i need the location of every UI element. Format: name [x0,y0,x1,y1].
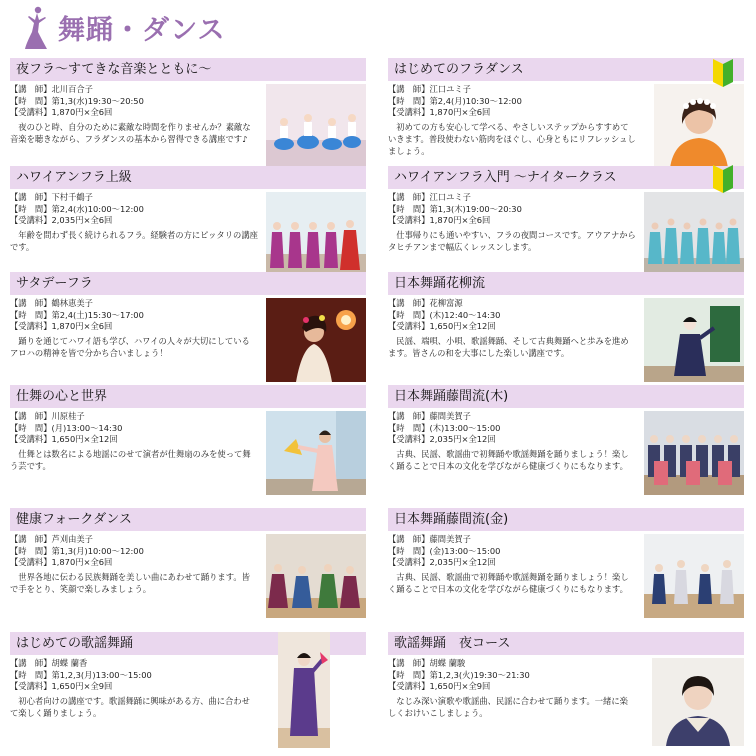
course-title: 日本舞踊藤間流(木) [388,385,744,408]
schedule: 【時 間】第1,2,3(月)13:00〜15:00 [10,669,152,680]
schedule: 【時 間】第1,3(水)19:30〜20:50 [10,95,144,106]
course-title: はじめてのフラダンス [388,58,744,81]
course-card-yoru-hula [10,58,366,173]
fee: 【受講料】1,650円×全9回 [10,681,113,691]
course-title: ハワイアンフラ上級 [10,166,366,189]
course-info [10,411,258,472]
course-info [388,192,636,253]
schedule: 【時 間】(月)13:00〜14:30 [10,422,123,433]
description: 古典、民謡、歌謡曲で初舞踊や歌謡舞踊を踊りましょう！楽しく踊ることで日本の文化を学びながら健康づくりにもなります。 [388,448,629,471]
course-info [388,84,636,157]
description: 仕舞とは数名による地謡にのせて演者が仕舞扇のみを使って舞う芸です。 [10,448,251,471]
schedule: 【時 間】第2,4(土)15:30〜17:00 [10,309,144,320]
description: 古典、民謡、歌謡曲で初舞踊や歌謡舞踊を踊りましょう！楽しく踊ることで日本の文化を学びながら健康づくりにもなります。 [388,571,629,594]
instructor: 【講 師】芦刈由美子 [10,534,93,544]
instructor: 【講 師】胡蝶 蘭香 [10,658,88,668]
course-photo [266,411,366,495]
course-card-hanayagi [388,272,744,387]
course-title: 夜フラ〜すてきな音楽とともに〜 [10,58,366,81]
instructor: 【講 師】花柳富源 [388,298,463,308]
instructor: 【講 師】川原桂子 [10,411,85,421]
schedule: 【時 間】第1,3(月)10:00〜12:00 [10,545,144,556]
schedule: 【時 間】(木)12:40〜14:30 [388,309,501,320]
course-title: 歌謡舞踊 夜コース [388,632,744,655]
fee: 【受講料】1,870円×全6回 [388,215,491,225]
course-photo [652,658,744,746]
fee: 【受講料】1,870円×全6回 [10,107,113,117]
schedule: 【時 間】(木)13:00〜15:00 [388,422,501,433]
fee: 【受講料】1,870円×全6回 [10,321,113,331]
course-card-hawaiian-hula-night [388,166,744,281]
beginner-mark-icon [712,58,734,88]
course-card-hawaiian-hula-advanced [10,166,366,281]
instructor: 【講 師】江口ユミ子 [388,84,471,94]
description: 夜のひと時、自分のために素敵な時間を作りませんか？素敵な音楽を聴きながら、フラダンスの基本から習得できる講座です♪ [10,121,251,144]
course-info [10,192,258,253]
schedule: 【時 間】第2,4(月)10:30〜12:00 [388,95,522,106]
fee: 【受講料】1,650円×全9回 [388,681,491,691]
dancer-silhouette-icon [22,6,50,50]
instructor: 【講 師】下村千鶴子 [10,192,93,202]
course-photo [266,192,366,276]
course-info [10,298,258,359]
description: 初心者向けの講座です。歌謡舞踊に興味がある方、曲に合わせて楽しく踊りましょう。 [10,695,250,718]
beginner-mark-icon [712,164,734,194]
course-info [388,298,636,359]
fee: 【受講料】1,650円×全12回 [10,434,118,444]
course-title: 日本舞踊花柳流 [388,272,744,295]
course-info [10,84,258,145]
instructor: 【講 師】胡蝶 蘭駿 [388,658,466,668]
description: 仕事帰りにも通いやすい、フラの夜間コースです。アウアナからタヒチアンまで幅広くレッスンします。 [388,229,636,252]
course-info [388,534,636,595]
course-card-saturday-hula [10,272,366,387]
course-photo [278,632,330,748]
course-photo [644,298,744,382]
schedule: 【時 間】第1,2,3(火)19:30〜21:30 [388,669,530,680]
description: 民謡、端唄、小唄、歌謡舞踊、そして古典舞踊へと歩みを進めます。皆さんの和を大事にした楽しい講座です。 [388,335,629,358]
description: なじみ深い演歌や歌謡曲、民謡に合わせて踊ります。一緒に楽しくおけいこしましょう。 [388,695,628,718]
instructor: 【講 師】江口ユミ子 [388,192,471,202]
fee: 【受講料】1,870円×全6回 [10,557,113,567]
fee: 【受講料】2,035円×全12回 [388,557,496,567]
course-info [10,658,258,719]
instructor: 【講 師】北川百合子 [10,84,93,94]
course-title: サタデーフラ [10,272,366,295]
course-photo [654,84,744,168]
schedule: 【時 間】(金)13:00〜15:00 [388,545,501,556]
fee: 【受講料】1,870円×全6回 [388,107,491,117]
course-title: はじめての歌謡舞踊 [10,632,366,655]
fee: 【受講料】2,035円×全12回 [388,434,496,444]
course-card-hula-beginner [388,58,744,173]
course-title: ハワイアンフラ入門 〜ナイタークラス [388,166,744,189]
course-card-shimai [10,385,366,500]
schedule: 【時 間】第2,4(水)10:00〜12:00 [10,203,144,214]
course-card-fujima-thursday [388,385,744,500]
instructor: 【講 師】藤間美賀子 [388,411,471,421]
description: 年齢を問わず長く続けられるフラ。経験者の方にピッタリの講座です。 [10,229,258,252]
course-photo [266,84,366,168]
course-photo [266,298,366,382]
course-card-fujima-friday [388,508,744,623]
course-info [388,411,636,472]
course-title: 健康フォークダンス [10,508,366,531]
course-card-kayo-buyo-night [388,632,744,747]
page-header [18,2,318,50]
course-info [10,534,258,595]
course-photo [644,534,744,618]
page-title: 舞踊・ダンス [58,15,226,46]
course-photo [644,411,744,495]
course-title: 仕舞の心と世界 [10,385,366,408]
description: 初めての方も安心して学べる、やさしいステップからすすめていきます。普段使わない筋肉をほぐし、心身ともにリフレッシュしましょう。 [388,121,636,156]
fee: 【受講料】2,035円×全6回 [10,215,113,225]
description: 踊りを通じてハワイ語も学び、ハワイの人々が大切にしているアロハの精神を皆で分かち合いましょう！ [10,335,250,358]
course-photo [266,534,366,618]
course-card-folk-dance [10,508,366,623]
schedule: 【時 間】第1,3(木)19:00〜20:30 [388,203,522,214]
course-photo [644,192,744,276]
course-info [388,658,636,719]
instructor: 【講 師】鶴林恵美子 [10,298,93,308]
course-card-kayo-buyo-beginner [10,632,366,747]
description: 世界各地に伝わる民族舞踊を美しい曲にあわせて踊ります。皆で手をとり、笑顔で楽しみましょう。 [10,571,250,594]
instructor: 【講 師】藤間美賀子 [388,534,471,544]
fee: 【受講料】1,650円×全12回 [388,321,496,331]
course-title: 日本舞踊藤間流(金) [388,508,744,531]
